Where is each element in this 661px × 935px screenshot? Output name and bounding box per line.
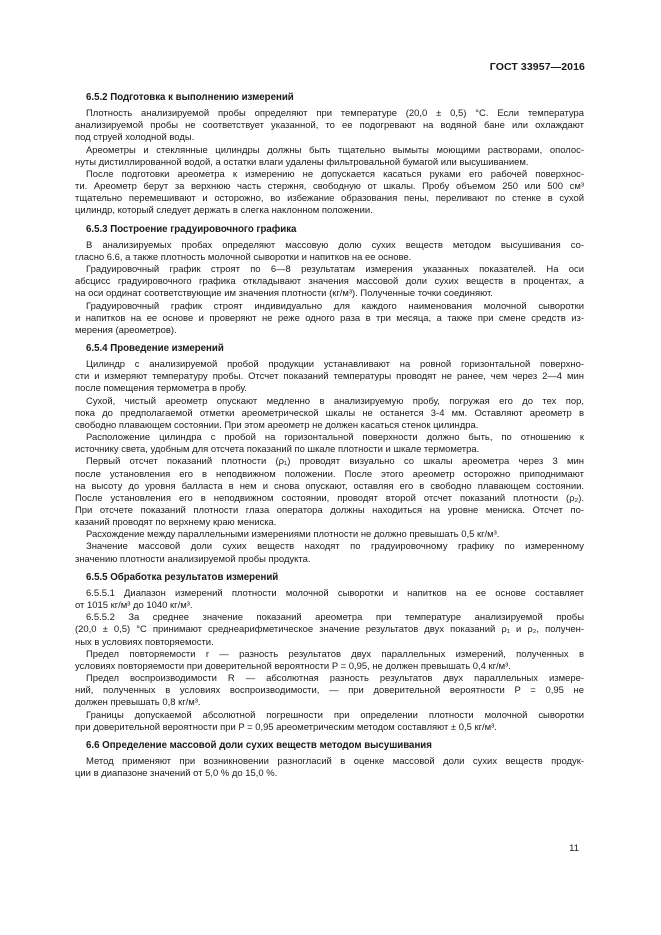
text-line: После подготовки ареометра к измерению не допускается касаться руками его рабочей поверхнос- (86, 168, 584, 180)
text-line: казаний проводят по верхнему краю мениска. (75, 517, 277, 529)
text-line: абсцисс градуировочного графика откладывают значения массовой доли сухих веществ в процентах, а (75, 276, 584, 288)
section-heading: 6.5.4 Проведение измерений (86, 342, 224, 354)
text-line: 6.5.5.1 Диапазон измерений плотности молочной сыворотки и напитков на ее основе составляет (86, 587, 584, 599)
text-line: ции в диапазоне значений от 5,0 % до 15,0 %. (75, 768, 278, 780)
text-line: при доверительной вероятности при P = 0,95 ареометрическим методом составляют ± 0,5 кг/м³. (75, 721, 497, 733)
text-line: анализируемой пробы не соответствует указанной, то ее подогревают на водяной бане или охлаждают (75, 120, 584, 132)
text-line: При отсчете показаний плотности глаза оператора должны находиться на уровне мениска. Отсчет по- (75, 505, 584, 516)
text-line: Предел повторяемости r — разность результатов двух параллельных измерений, полученных в (86, 648, 584, 660)
text-line: на высоту до уровня балласта в нем и снова опускают, оставляя его в свободно плавающем состоянии. (75, 480, 584, 492)
text-line: свободно плавающем состоянии. При этом ареометр не должен касаться стенок цилиндра. (75, 419, 479, 431)
text-line: Метод применяют при возникновении разногласий в оценке массовой доли сухих веществ продук- (86, 755, 584, 767)
text-line: Цилиндр с анализируемой пробой продукции устанавливают на ровной горизонтальной поверхно- (86, 359, 584, 371)
paragraph (75, 529, 584, 541)
text-line: пока до предполагаемой отметки ареометрической шкалы не останется 3-4 мм. Оставляют ареометр в (75, 407, 584, 419)
text-line: ных в условиях повторяемости. (75, 636, 214, 648)
text-line: ти. Ареометр берут за верхнюю часть стержня, свободную от шкалы. Пробу объемом 250 или 500 см³ (75, 181, 584, 193)
text-line: цилиндр, который следует держать в слегка наклонном положении. (75, 205, 373, 217)
text-line: Плотность анализируемой пробы определяют при температуре (20,0 ± 0,5) °С. Если температура (86, 108, 584, 120)
paragraph (75, 396, 584, 432)
text-line: после помещения термометра в пробу. (75, 383, 247, 395)
text-line: Градуировочный график строят индивидуально для каждого наименования молочной сыворотки (86, 300, 584, 312)
text-line: условиях повторяемости при доверительной вероятности P = 0,95, не должен превышать 0,4 кг/м³. (75, 660, 511, 672)
text-line: после установления его в неподвижном положении. После этого ареометр осторожно приподнимают (75, 468, 584, 480)
paragraph (75, 673, 584, 709)
paragraph (75, 264, 584, 300)
text-line: от 1015 кг/м³ до 1040 кг/м³. (75, 600, 193, 612)
text-line: Первый отсчет показаний плотности (ρ₁) проводят визуально со шкалы ареометра через 3 мин (86, 456, 584, 468)
paragraph (75, 359, 584, 395)
paragraph (75, 612, 584, 648)
text-line: мерения (ареометров). (75, 324, 177, 336)
text-line: Границы допускаемой абсолютной погрешности при определении плотности молочной сыворотки (86, 709, 584, 721)
paragraph (75, 541, 584, 565)
document-body (75, 92, 584, 780)
text-line: Сухой, чистый ареометр опускают медленно в анализируемую пробу, погружая его до тех пор, (86, 395, 584, 407)
paragraph (75, 588, 584, 612)
section-heading: 6.5.3 Построение градуировочного графика (86, 223, 297, 235)
text-line: Предел воспроизводимости R — абсолютная разность результатов двух параллельных измере- (86, 673, 584, 685)
section-heading: 6.5.5 Обработка результатов измерений (86, 571, 279, 583)
text-line: источнику света, удобным для отсчета показаний по шкале плотности и шкале термометра. (75, 444, 480, 456)
text-line: должен превышать 0,8 кг/м³. (75, 697, 201, 709)
paragraph (75, 710, 584, 734)
page-number: 11 (569, 843, 579, 854)
section-heading: 6.6 Определение массовой доли сухих веществ методом высушивания (86, 739, 432, 751)
paragraph (75, 169, 584, 218)
standard-code: ГОСТ 33957—2016 (489, 61, 585, 73)
text-line: После установления его в неподвижном состоянии, проводят второй отсчет показаний плотности (ρ₂). (75, 492, 584, 504)
text-line: гласно 6.6, а также плотность молочной сыворотки и напитков на ее основе. (75, 251, 412, 263)
paragraph (75, 649, 584, 673)
text-line: Значение массовой доли сухих веществ находят по градуировочному графику по измеренному (86, 541, 584, 553)
text-line: нуты дистиллированной водой, а остатки влаги удалены фильтровальной бумагой или высушиванием. (75, 156, 529, 168)
text-line: Расхождение между параллельными измерениями плотности не должно превышать 0,5 кг/м³. (86, 529, 500, 541)
text-line: ний, полученных в условиях воспроизводимости, — при доверительной вероятности P = 0,95 не (75, 685, 584, 697)
text-line: В анализируемых пробах определяют массовую долю сухих веществ методом высушивания со- (86, 239, 584, 251)
section-heading: 6.5.2 Подготовка к выполнению измерений (86, 92, 294, 103)
text-line: 6.5.5.2 За среднее значение показаний ареометра при температуре анализируемой пробы (86, 612, 584, 624)
text-line: на оси ординат соответствующие им значения плотности (кг/м³). Полученные точки соединяют. (75, 288, 493, 300)
text-line: значению плотности анализируемой пробы продукта. (75, 553, 311, 565)
text-line: Градуировочный график строят по 6—8 результатам измерения указанных показателей. На оси (86, 264, 584, 276)
paragraph (75, 432, 584, 456)
paragraph (75, 145, 584, 169)
text-line: (20,0 ± 0,5) °С принимают среднеарифметическое значение результатов двух показаний ρ₁ и ρ₂, получен- (75, 624, 584, 636)
text-line: под струей холодной воды. (75, 132, 195, 144)
paragraph (75, 240, 584, 264)
paragraph (75, 301, 584, 337)
paragraph (75, 456, 584, 529)
text-line: сти и измеряют температуру пробы. Отсчет показаний температуры проводят не ранее, чем через 2—4 мин (75, 371, 584, 383)
text-line: тщательно перемешивают и осторожно, во избежание образования пены, переливают по стенке в сухой (75, 193, 584, 205)
text-line: Расположение цилиндра с пробой на горизонтальной поверхности должно быть, по отношению к (86, 432, 584, 444)
paragraph (75, 108, 584, 144)
paragraph (75, 756, 584, 780)
text-line: Ареометры и стеклянные цилиндры должны быть тщательно вымыты моющими растворами, ополос- (86, 144, 584, 156)
text-line: и напитков на ее основе и проверяют не реже одного раза в три месяца, а также при смене средств из- (75, 312, 584, 324)
